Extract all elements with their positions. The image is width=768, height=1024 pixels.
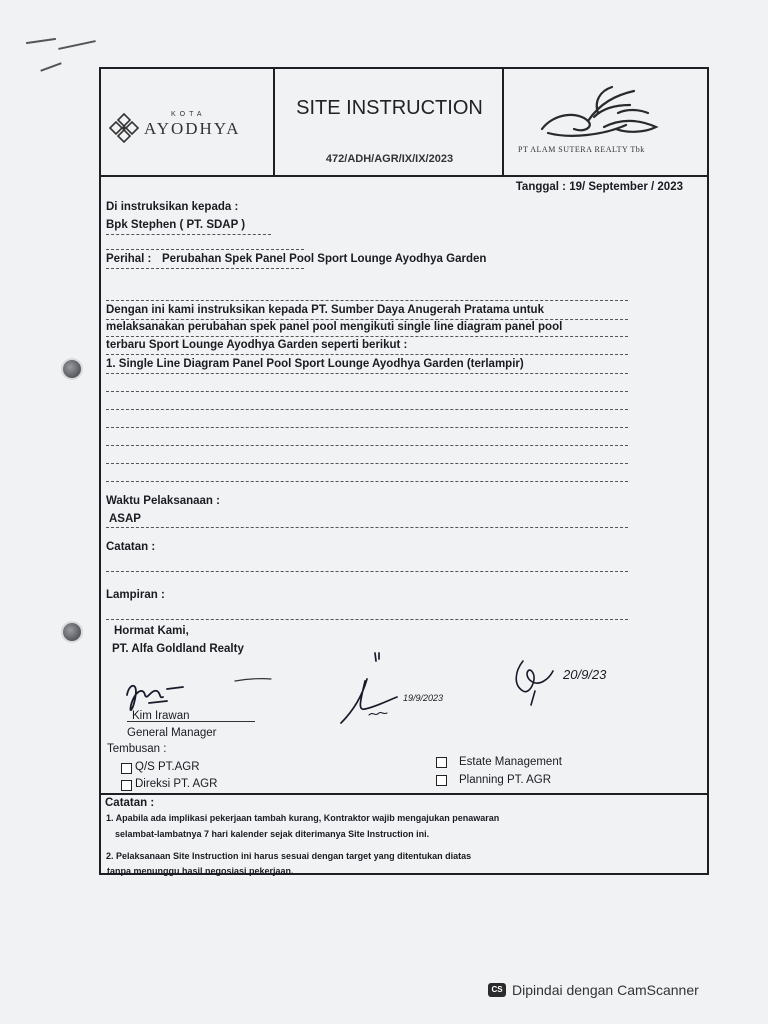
copies-label: Tembusan : — [107, 743, 167, 755]
notes-line-2: selambat-lambatnya 7 hari kalender sejak diterimanya Site Instruction ini. — [115, 829, 430, 839]
subject-rule — [106, 268, 304, 269]
pen-stroke — [233, 675, 273, 685]
alam-sutera-text: PT ALAM SUTERA REALTY Tbk — [518, 145, 645, 154]
body-rule — [106, 319, 628, 320]
kota-ayodhya-logo — [101, 69, 275, 175]
notes-line-3: 2. Pelaksanaan Site Instruction ini harus sesuai dengan target yang ditentukan diatas — [106, 851, 472, 861]
subject-label: Perihal : — [106, 253, 152, 265]
body-rule — [106, 409, 628, 410]
notes-line-1: 1. Apabila ada implikasi pekerjaan tambah kurang, Kontraktor wajib mengajukan penawaran — [106, 813, 500, 823]
ayodhya-ornament-icon — [107, 111, 141, 145]
alam-sutera-logo — [504, 69, 707, 175]
copy-item-direksi: Direksi PT. AGR — [135, 778, 218, 790]
alam-sutera-bird-icon — [534, 83, 664, 139]
body-rule — [106, 445, 628, 446]
recipient-rule-2 — [106, 249, 304, 250]
paraf-signature — [505, 651, 565, 711]
stamp-date: 19/9/2023 — [403, 693, 444, 703]
schedule-value: ASAP — [109, 513, 141, 525]
notes-title: Catatan : — [105, 797, 155, 809]
site-instruction-form — [99, 67, 709, 875]
note-rule — [106, 571, 628, 572]
body-line-3: terbaru Sport Lounge Ayodhya Garden seperti berikut : — [106, 339, 408, 351]
punch-hole — [63, 360, 81, 378]
punch-hole — [63, 623, 81, 641]
notes-divider — [101, 793, 707, 795]
camscanner-icon: CS — [488, 983, 506, 997]
signer-title: General Manager — [127, 727, 217, 739]
logo-ayodhya-text: AYODHYA — [144, 119, 241, 138]
title-cell — [275, 69, 504, 175]
body-rule — [106, 427, 628, 428]
body-rule — [106, 463, 628, 464]
form-header — [101, 69, 707, 177]
notes-line-4: tanpa menunggu hasil negosiasi pekerjaan. — [107, 866, 294, 876]
body-rule — [106, 354, 628, 355]
paraf-date: 20/9/23 — [563, 667, 607, 682]
copy-item-planning: Planning PT. AGR — [459, 774, 552, 786]
scanner-watermark-text: Dipindai dengan CamScanner — [512, 982, 699, 998]
attachment-rule — [106, 619, 628, 620]
recipient-rule — [106, 234, 271, 235]
signer-name: Kim Irawan — [132, 710, 190, 722]
subject-value: Perubahan Spek Panel Pool Sport Lounge Ayodhya Garden — [162, 253, 487, 265]
note-label: Catatan : — [106, 541, 156, 553]
copy-checkbox-qs[interactable] — [121, 763, 132, 774]
scan-artifact — [40, 62, 61, 71]
copy-checkbox-direksi[interactable] — [121, 780, 132, 791]
page-title: SITE INSTRUCTION — [296, 97, 483, 119]
copy-checkbox-estate[interactable] — [436, 757, 447, 768]
logo-kota-text: KOTA — [171, 111, 206, 118]
body-line-2: melaksanakan perubahan spek panel pool mengikuti single line diagram panel pool — [106, 321, 563, 333]
body-rule — [106, 300, 628, 301]
body-line-4: 1. Single Line Diagram Panel Pool Sport Lounge Ayodhya Garden (terlampir) — [106, 358, 524, 370]
body-rule — [106, 481, 628, 482]
body-rule — [106, 373, 628, 374]
attachment-label: Lampiran : — [106, 589, 165, 601]
closing-company: PT. Alfa Goldland Realty — [112, 643, 244, 655]
body-line-1: Dengan ini kami instruksikan kepada PT. Sumber Daya Anugerah Pratama untuk — [106, 304, 544, 316]
recipient-value: Bpk Stephen ( PT. SDAP ) — [106, 219, 246, 231]
body-rule — [106, 336, 628, 337]
copy-item-estate: Estate Management — [459, 756, 562, 768]
scan-artifact — [58, 40, 96, 50]
document-number: 472/ADH/AGR/IX/IX/2023 — [325, 153, 454, 165]
body-rule — [106, 391, 628, 392]
schedule-label: Waktu Pelaksanaan : — [106, 495, 220, 507]
schedule-rule — [106, 527, 628, 528]
copy-checkbox-planning[interactable] — [436, 775, 447, 786]
recipient-signature — [335, 649, 405, 729]
copy-item-qs: Q/S PT.AGR — [135, 761, 200, 773]
date-line: Tanggal : 19/ September / 2023 — [515, 181, 683, 193]
closing-greeting: Hormat Kami, — [114, 625, 189, 637]
scan-artifact — [26, 38, 56, 44]
scanner-watermark — [488, 982, 699, 998]
recipient-label: Di instruksikan kepada : — [106, 201, 239, 213]
